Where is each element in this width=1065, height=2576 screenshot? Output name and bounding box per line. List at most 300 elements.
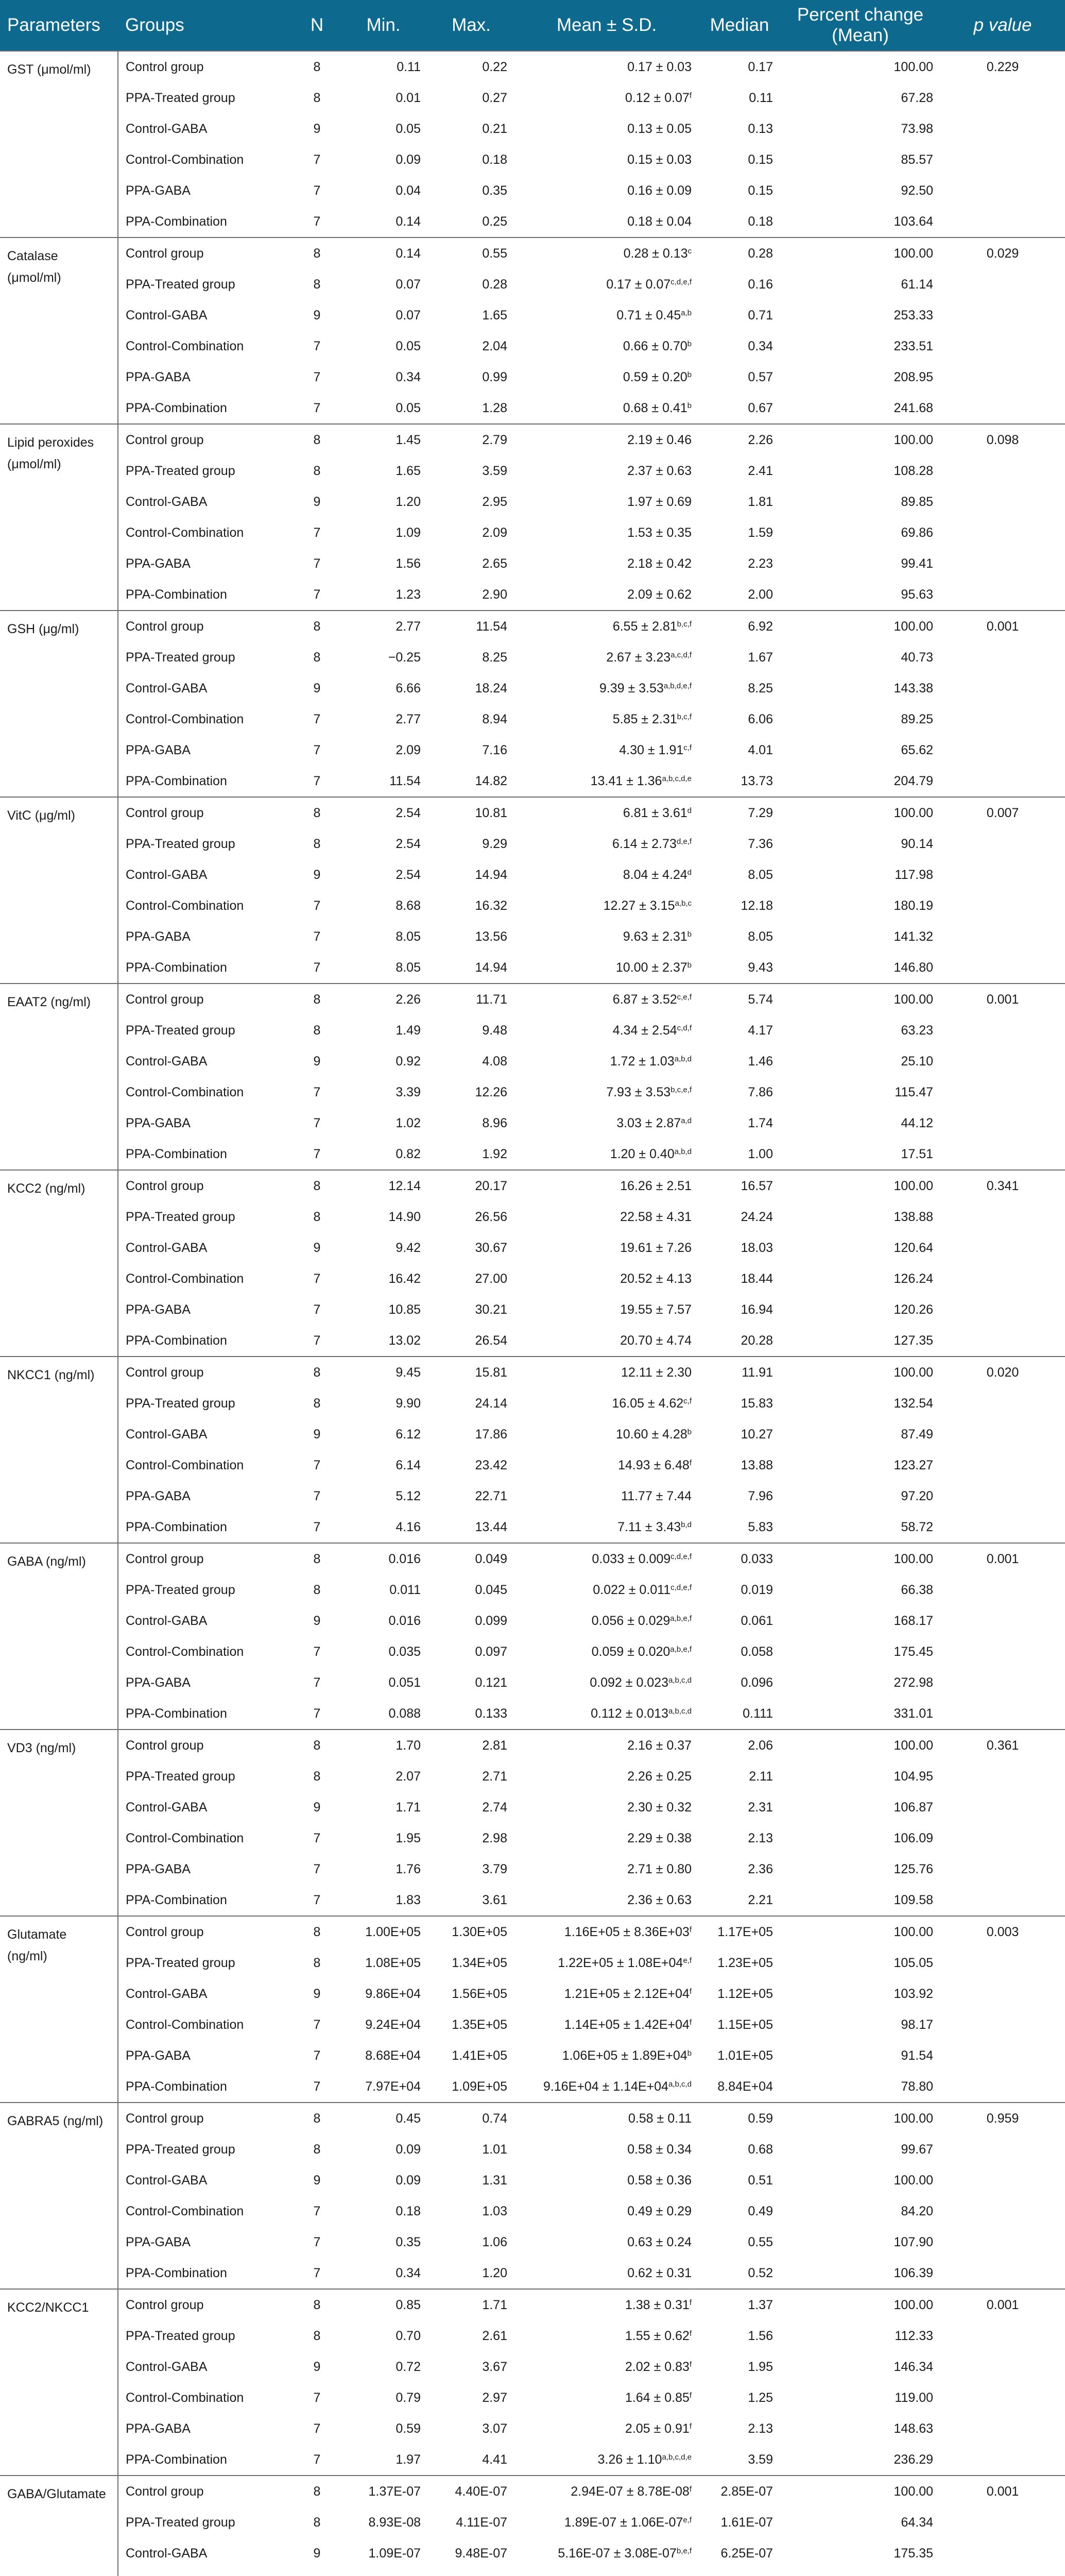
p-value-cell [940,1015,1065,1046]
mean-sd-value: 0.059 ± 0.020 [591,1644,671,1659]
percent-change-cell: 89.85 [901,494,933,509]
group-cell: Control group [118,1730,295,1761]
mean-sd-value: 0.13 ± 0.05 [627,121,692,136]
mean-sd-cell [514,517,699,548]
min-cell: 0.07 [396,277,421,292]
min-cell: 16.42 [388,1271,421,1286]
group-cell: Control-GABA [126,2359,208,2374]
max-cell: 23.42 [475,1458,507,1472]
median-cell: 9.43 [748,960,773,975]
group-cell: Control-Combination [126,1084,244,1099]
median-cell: 0.11 [749,90,773,105]
mean-sd-cell [514,1232,699,1263]
mean-sd-value: 2.05 ± 0.91 [625,2421,690,2436]
max-cell: 1.28 [482,400,507,415]
percent-change-cell: 123.27 [894,1458,933,1472]
min-cell: 2.09 [396,742,421,757]
median-cell: 13.88 [741,1458,773,1472]
p-value-cell: 0.029 [940,238,1065,269]
table-row [0,548,1065,579]
group-cell: Control-GABA [126,867,208,882]
mean-sd-value: 1.72 ± 1.03 [610,1054,675,1069]
min-cell: 1.56 [396,556,421,571]
table-row [0,269,1065,300]
significance-marks: c,d,e,f [671,1583,692,1592]
mean-sd-value: 7.93 ± 3.53 [606,1084,671,1099]
mean-sd-value: 2.16 ± 0.37 [627,1738,692,1753]
max-cell: 3.07 [482,2421,507,2436]
n-cell: 8 [313,1396,321,1411]
parameter-name: GSH (μg/ml) [0,611,118,797]
table-row [0,2289,1065,2320]
significance-marks: f [689,2391,692,2400]
mean-sd-cell [514,1077,699,1108]
median-cell: 2.36 [748,1861,773,1876]
group-cell: Control-Combination [126,1644,244,1659]
percent-change-cell: 92.50 [901,183,933,198]
table-row [0,2071,1065,2103]
max-cell: 26.56 [475,1209,507,1224]
percent-change-cell: 66.38 [901,1582,933,1597]
mean-sd-value: 2.19 ± 0.46 [627,432,692,447]
n-cell: 9 [313,1427,321,1442]
min-cell: 1.02 [396,1115,421,1130]
median-cell: 2.26 [699,424,780,455]
table-row [0,828,1065,859]
group-cell: PPA-Treated group [126,1955,235,1970]
max-cell: 2.04 [482,338,507,353]
median-cell: 6.92 [699,611,780,642]
p-value-cell [940,1574,1065,1605]
mean-sd-cell [514,579,699,611]
percent-change-cell: 90.14 [901,836,933,851]
max-cell: 0.25 [482,214,507,229]
mean-sd-cell [514,1325,699,1357]
mean-sd-value: 14.93 ± 6.48 [617,1458,690,1472]
percent-change-cell: 100.00 [780,2476,940,2507]
mean-sd-value: 10.00 ± 2.37 [615,960,688,975]
n-cell: 7 [313,1271,321,1286]
n-cell: 7 [313,1519,321,1534]
median-cell: 0.52 [748,2265,773,2280]
significance-marks: f [689,1458,692,1467]
mean-sd-cell [514,1046,699,1077]
mean-sd-cell [514,1605,699,1636]
percent-change-cell: 58.72 [901,1519,933,1534]
parameter-name: Lipid peroxides (μmol/ml) [0,424,118,611]
group-cell: PPA-Combination [126,1892,227,1907]
median-cell: 0.28 [699,238,780,269]
median-cell: 0.17 [699,51,780,82]
mean-sd-cell [514,1730,699,1761]
max-cell: 14.82 [475,773,507,788]
median-cell: 1.67 [748,650,773,665]
group-cell: PPA-Treated group [126,1209,235,1224]
mean-sd-value: 2.71 ± 0.80 [627,1861,692,1876]
n-cell: 8 [295,2103,339,2134]
mean-sd-value: 2.30 ± 0.32 [627,1800,692,1815]
mean-sd-cell [514,704,699,735]
mean-sd-value: 6.87 ± 3.52 [612,992,677,1007]
group-cell: Control-GABA [126,1427,208,1442]
p-value-cell [940,828,1065,859]
table-row [0,2040,1065,2071]
p-value-cell [940,952,1065,984]
max-cell [428,2569,514,2576]
median-cell: 6.25E-07 [720,2546,773,2561]
p-value-cell [940,921,1065,952]
table-row [0,175,1065,206]
mean-sd-value: 9.16E+04 ± 1.14E+04 [543,2079,668,2094]
mean-sd-value: 11.77 ± 7.44 [621,1488,692,1503]
table-row [0,1761,1065,1792]
significance-marks: a,b,c,d [668,1675,692,1685]
median-cell: 1.81 [748,494,773,509]
max-cell: 8.96 [482,1115,507,1130]
percent-change-cell: 65.62 [901,742,933,757]
n-cell: 9 [313,2173,321,2188]
n-cell: 9 [313,1800,321,1815]
percent-change-cell: 146.80 [894,960,933,975]
percent-change-cell: 109.58 [894,1892,933,1907]
p-value-cell [940,2040,1065,2071]
p-value-cell [940,2134,1065,2165]
significance-marks: f [689,2421,692,2431]
group-cell: PPA-GABA [126,929,191,944]
group-cell: Control-Combination [126,2390,244,2405]
mean-sd-cell [514,486,699,517]
min-cell: 1.83 [396,1892,421,1907]
percent-change-cell: 61.14 [901,277,933,292]
p-value-cell [940,1885,1065,1916]
significance-marks: c,f [683,1396,692,1405]
group-cell: PPA-GABA [126,1861,191,1876]
group-cell: Control-GABA [126,1613,208,1628]
mean-sd-value: 1.14E+05 ± 1.42E+04 [564,2017,690,2032]
p-value-cell [940,486,1065,517]
significance-marks: a,c,d,f [671,650,692,659]
mean-sd-value: 0.49 ± 0.29 [627,2204,692,2218]
mean-sd-cell [514,1761,699,1792]
min-cell: 0.59 [396,2421,421,2436]
max-cell: 10.81 [428,797,514,828]
mean-sd-value: 12.11 ± 2.30 [621,1365,692,1380]
max-cell: 30.21 [475,1302,507,1317]
parameter-name: Glutamate (ng/ml) [0,1916,118,2103]
p-value-cell [940,1947,1065,1978]
n-cell: 8 [295,797,339,828]
percent-change-cell: 168.17 [894,1613,933,1628]
median-cell: 0.16 [748,277,773,292]
mean-sd-value: 2.02 ± 0.83 [625,2359,690,2374]
table-row [0,1388,1065,1419]
percent-change-cell: 100.00 [780,1730,940,1761]
mean-sd-cell [514,984,699,1015]
n-cell: 7 [313,2390,321,2405]
percent-change-cell: 100.00 [780,2289,940,2320]
mean-sd-cell [514,1139,699,1170]
max-cell: 13.56 [475,929,507,944]
p-value-cell [940,1263,1065,1294]
mean-sd-cell [514,1512,699,1543]
max-cell: 0.097 [475,1644,507,1659]
group-cell: PPA-Treated group [126,1023,235,1038]
median-cell: 1.25 [748,2390,773,2405]
min-cell: 1.70 [339,1730,428,1761]
mean-sd-value: 1.55 ± 0.62 [625,2328,690,2343]
max-cell: 2.65 [482,556,507,571]
median-cell: 1.46 [748,1054,773,1069]
max-cell: 1.03 [482,2204,507,2218]
table-row [0,921,1065,952]
mean-sd-cell [514,2320,699,2351]
n-cell: 8 [313,1209,321,1224]
group-cell: Control-Combination [126,2017,244,2032]
percent-change-cell: 87.49 [901,1427,933,1442]
group-cell: Control-Combination [126,1458,244,1472]
mean-sd-cell [514,393,699,424]
mean-sd-value: 2.36 ± 0.63 [627,1892,692,1907]
mean-sd-cell [514,1357,699,1388]
group-cell: Control group [118,611,295,642]
p-value-cell [940,2507,1065,2538]
significance-marks: d [687,806,692,815]
min-cell: 1.08E+05 [365,1955,421,1970]
mean-sd-cell [514,1388,699,1419]
group-cell: Control-Combination [126,898,244,913]
min-cell: 0.14 [339,238,428,269]
significance-marks: b [687,960,692,970]
mean-sd-value: 0.15 ± 0.03 [627,152,692,167]
group-cell: Control group [118,1916,295,1947]
n-cell: 7 [313,525,321,540]
p-value-cell [940,1046,1065,1077]
significance-marks: a,b,c [675,899,692,908]
mean-sd-value: 0.033 ± 0.009 [592,1551,671,1566]
percent-change-cell: 180.19 [894,898,933,913]
median-cell: 0.111 [743,1706,773,1721]
max-cell: 11.71 [428,984,514,1015]
mean-sd-value: 3.03 ± 2.87 [616,1115,681,1130]
max-cell: 4.40E-07 [428,2476,514,2507]
n-cell: 7 [313,1831,321,1845]
percent-change-cell: 253.33 [894,308,933,323]
median-cell: 2.13 [748,1831,773,1845]
median-cell: 11.91 [699,1357,780,1388]
min-cell: 0.05 [396,400,421,415]
median-cell: 1.01E+05 [717,2048,773,2063]
median-cell: 2.21 [748,1892,773,1907]
p-value-cell: 0.001 [940,1543,1065,1574]
table-row [0,300,1065,331]
table-row [0,859,1065,890]
table-row [0,1730,1065,1761]
table-row [0,1450,1065,1481]
max-cell: 2.74 [482,1800,507,1815]
percent-change-cell: 17.51 [901,1146,933,1161]
max-cell: 24.14 [475,1396,507,1411]
n-cell: 7 [313,183,321,198]
mean-sd-value: 1.53 ± 0.35 [627,525,692,540]
group-cell: PPA-GABA [126,1488,191,1503]
table-row [0,2258,1065,2289]
mean-sd-cell [514,1263,699,1294]
significance-marks: b [687,929,692,939]
mean-sd-value: 19.61 ± 7.26 [620,1240,692,1255]
mean-sd-value: 1.64 ± 0.85 [625,2390,690,2405]
n-cell: 8 [295,2476,339,2507]
p-value-cell [940,2227,1065,2258]
p-value-cell [940,1605,1065,1636]
n-cell: 8 [313,463,321,478]
group-cell: PPA-Combination [126,773,227,788]
header-min: Min. [339,0,428,51]
max-cell: 3.61 [482,1892,507,1907]
p-value-cell [940,1139,1065,1170]
mean-sd-cell [514,2071,699,2103]
min-cell [339,2569,428,2576]
median-cell: 4.17 [748,1023,773,1038]
group-cell: Control-GABA [126,2546,208,2561]
percent-change-cell: 67.28 [901,90,933,105]
group-cell: Control group [118,797,295,828]
mean-sd-cell [514,1947,699,1978]
table-row [0,2476,1065,2507]
max-cell: 1.20 [482,2265,507,2280]
group-cell: Control-GABA [126,121,208,136]
p-value-cell [940,2196,1065,2227]
min-cell: 12.14 [339,1170,428,1201]
percent-change-cell: 331.01 [894,1706,933,1721]
max-cell: 14.94 [475,960,507,975]
mean-sd-value: 9.39 ± 3.53 [599,681,664,696]
group-cell: PPA-Combination [126,587,227,602]
percent-change-cell: 127.35 [894,1333,933,1348]
mean-sd-value: 9.63 ± 2.31 [623,929,688,944]
n-cell: 8 [295,611,339,642]
min-cell: 1.09E-07 [368,2546,421,2561]
group-cell: Control-GABA [126,1240,208,1255]
percent-change-cell: 105.05 [894,1955,933,1970]
table-row [0,424,1065,455]
mean-sd-cell [514,455,699,486]
p-value-cell [940,175,1065,206]
max-cell: 1.30E+05 [428,1916,514,1947]
mean-sd-cell [514,1543,699,1574]
percent-change-cell: 99.67 [901,2142,933,2157]
min-cell: 0.70 [396,2328,421,2343]
median-cell: 18.03 [741,1240,773,1255]
parameter-name: GABA/Glutamate [0,2476,118,2576]
min-cell: 9.24E+04 [365,2017,421,2032]
mean-sd-cell [514,921,699,952]
table-row [0,517,1065,548]
max-cell: 0.099 [475,1613,507,1628]
min-cell: 0.34 [396,2265,421,2280]
mean-sd-cell [514,1916,699,1947]
n-cell: 7 [313,1302,321,1317]
max-cell: 0.35 [482,183,507,198]
min-cell: 5.12 [396,1488,421,1503]
mean-sd-cell [514,300,699,331]
max-cell: 4.08 [482,1054,507,1069]
max-cell: 18.24 [475,681,507,696]
max-cell: 2.97 [482,2390,507,2405]
table-row [0,2444,1065,2476]
max-cell: 14.94 [475,867,507,882]
significance-marks: a,b [681,308,692,317]
mean-sd-cell [514,424,699,455]
mean-sd-cell [514,82,699,113]
median-cell: 7.86 [748,1084,773,1099]
n-cell: 8 [313,2142,321,2157]
group-cell: PPA-Treated group [126,1396,235,1411]
n-cell: 7 [313,1675,321,1690]
p-value-cell [940,1325,1065,1357]
significance-marks: f [689,2298,692,2307]
mean-sd-cell [514,2103,699,2134]
percent-change-cell: 106.09 [894,1831,933,1845]
median-cell: 5.83 [748,1519,773,1534]
parameter-name: GST (μmol/ml) [0,51,118,238]
significance-marks: a,b,d [674,1054,692,1063]
n-cell: 7 [313,1333,321,1348]
min-cell: 2.07 [396,1769,421,1784]
min-cell: 1.95 [396,1831,421,1845]
mean-sd-value: 0.17 ± 0.03 [627,59,692,74]
median-cell: 2.13 [748,2421,773,2436]
n-cell: 8 [295,2289,339,2320]
table-row [0,1170,1065,1201]
group-cell: Control-GABA [126,1986,208,2001]
parameter-name: GABRA5 (ng/ml) [0,2103,118,2289]
table-row [0,1139,1065,1170]
median-cell: 1.95 [748,2359,773,2374]
median-cell: 0.55 [748,2234,773,2249]
percent-change-cell: 233.51 [894,338,933,353]
mean-sd-cell [514,206,699,238]
median-cell: 0.096 [741,1675,773,1690]
group-cell: Control-GABA [126,2173,208,2188]
max-cell: 2.81 [428,1730,514,1761]
n-cell: 7 [313,2048,321,2063]
median-cell: 0.34 [748,338,773,353]
max-cell: 1.01 [482,2142,507,2157]
percent-change-cell: 40.73 [901,650,933,665]
percent-change-cell: 84.20 [901,2204,933,2218]
p-value-cell [940,113,1065,144]
group-cell: PPA-GABA [126,1302,191,1317]
median-cell: 7.36 [748,836,773,851]
n-cell: 8 [295,1357,339,1388]
percent-change-cell: 100.00 [780,1543,940,1574]
table-row [0,1978,1065,2009]
significance-marks: b,c,f [677,619,692,629]
parameter-name: KCC2 (ng/ml) [0,1170,118,1357]
p-value-cell [940,1512,1065,1543]
p-value-cell: 0.361 [940,1730,1065,1761]
table-row [0,2320,1065,2351]
mean-sd-cell [514,2165,699,2196]
min-cell: 2.54 [396,836,421,851]
mean-sd-cell [514,1698,699,1730]
mean-sd-cell [514,2382,699,2413]
median-cell: 0.51 [748,2173,773,2188]
group-cell: Control group [118,424,295,455]
mean-sd-value: 1.16E+05 ± 8.36E+03 [564,1924,690,1939]
mean-sd-value: 0.16 ± 0.09 [627,183,692,198]
max-cell: 9.48E-07 [455,2546,507,2561]
